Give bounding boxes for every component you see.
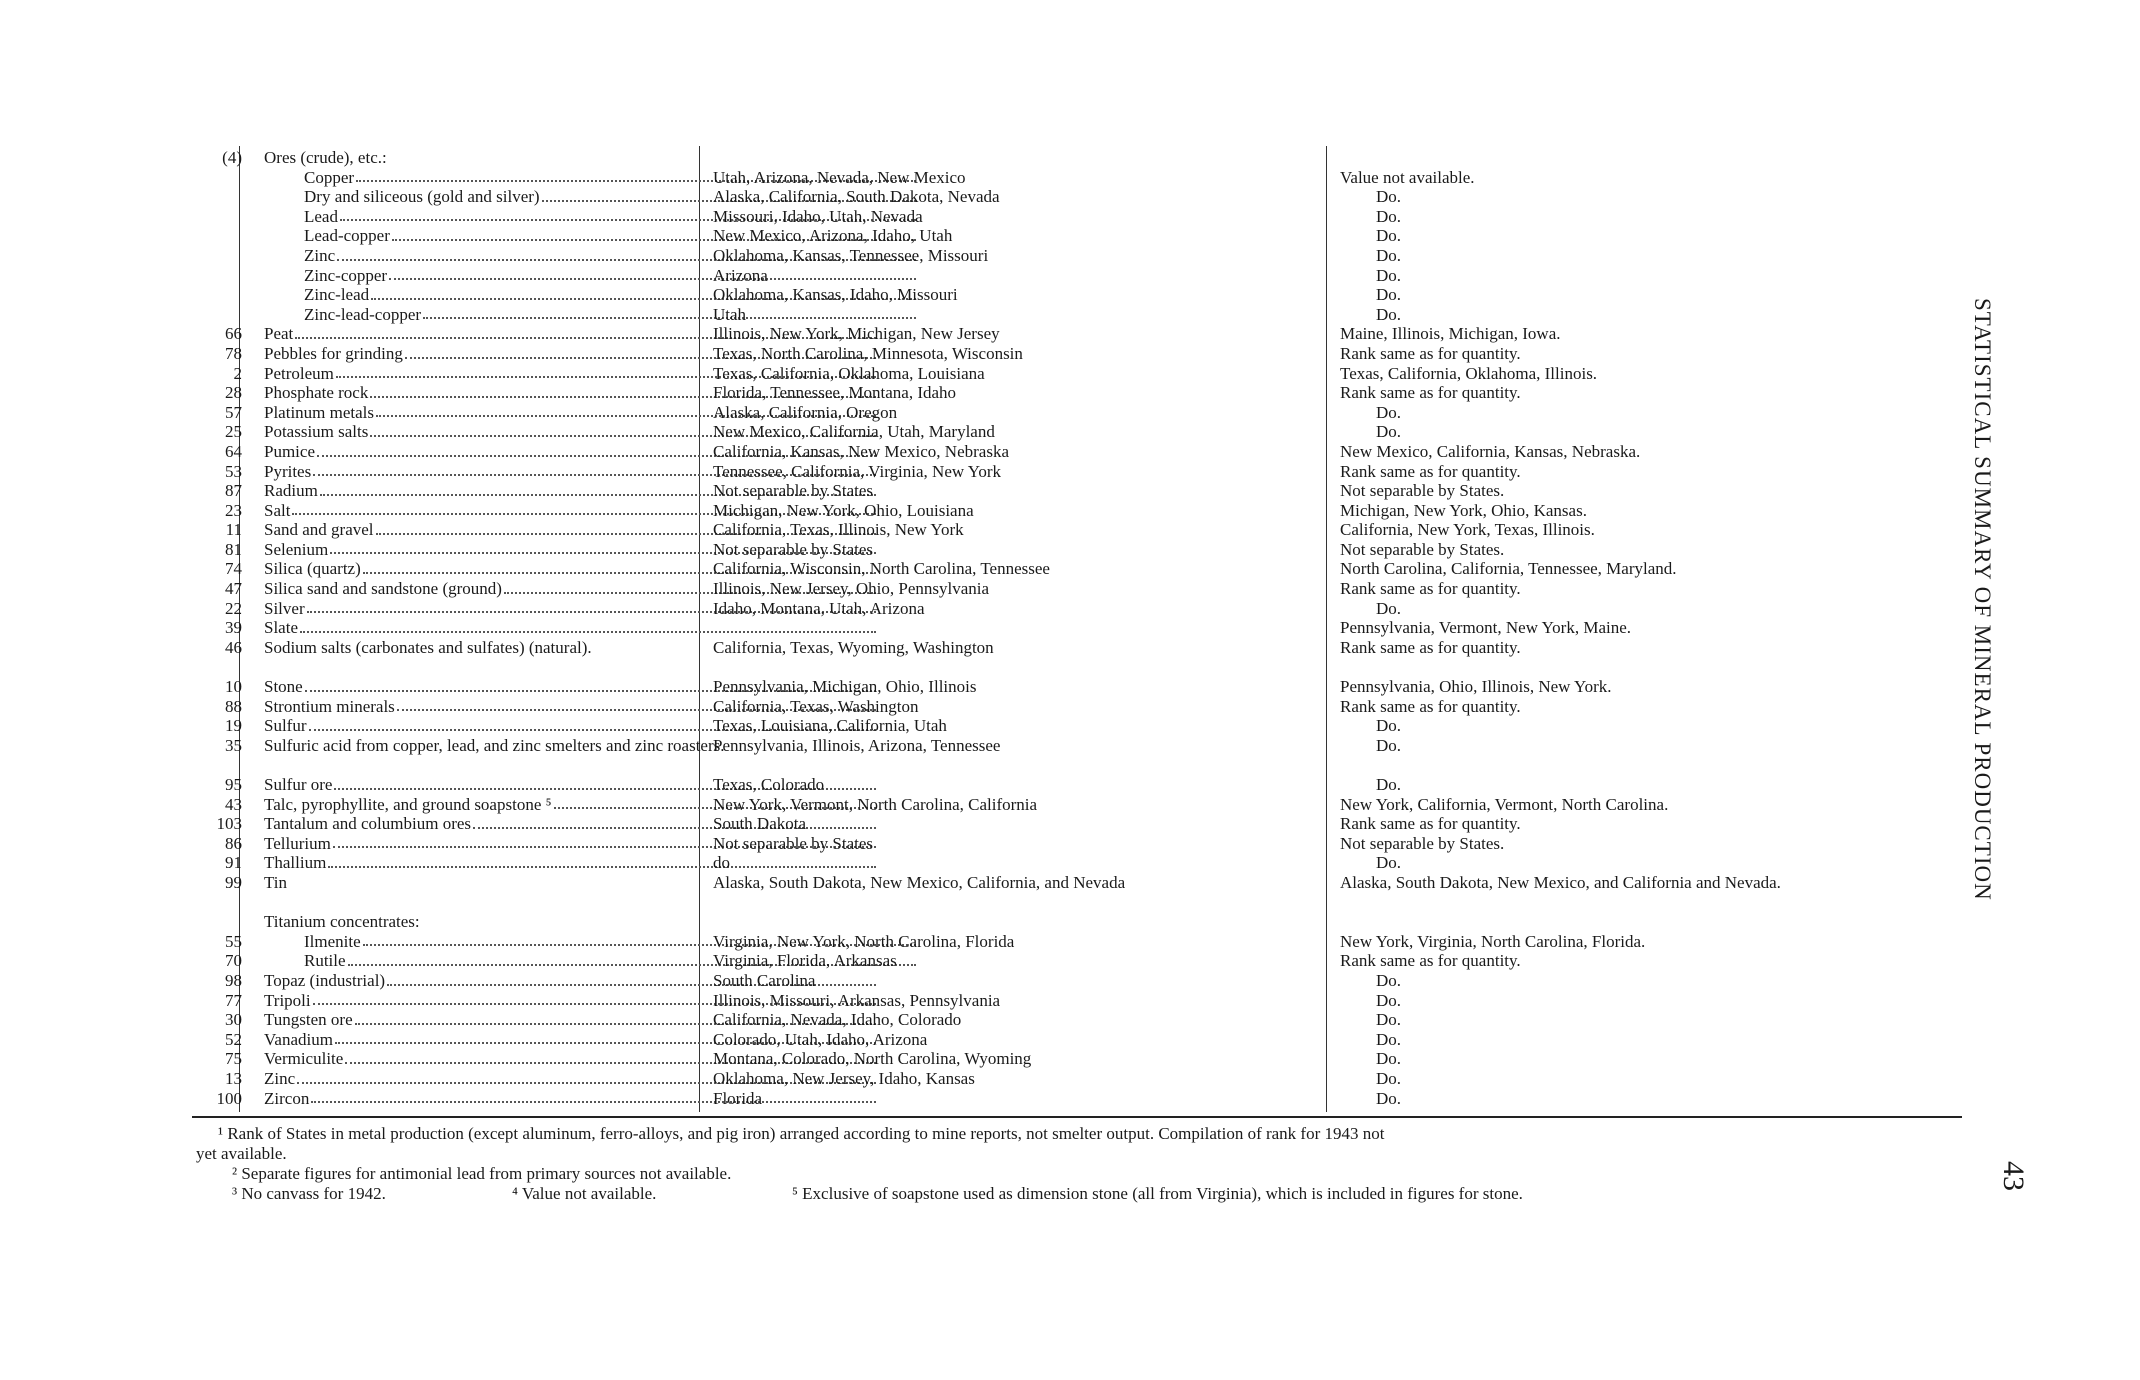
value-rank-cell: Alaska, South Dakota, New Mexico, and California and Nevada. xyxy=(1340,872,1781,892)
table-row xyxy=(192,599,1962,619)
table-row xyxy=(192,951,1962,971)
producing-states-cell: California, Wisconsin, North Carolina, Tennessee xyxy=(713,559,1050,579)
value-rank-cell: Rank same as for quantity. xyxy=(1340,951,1521,971)
value-rank-cell: Do. xyxy=(1376,304,1402,324)
producing-states-cell: Virginia, Florida, Arkansas xyxy=(713,951,897,971)
mineral-name: Talc, pyrophyllite, and ground soapstone ⁵ xyxy=(264,794,552,814)
value-rank-cell: Rank same as for quantity. xyxy=(1340,696,1521,716)
ores-group-header xyxy=(192,148,1962,168)
producing-states-cell: Idaho, Montana, Utah, Arizona xyxy=(713,598,925,618)
table-row xyxy=(192,932,1962,952)
value-rank-cell: Do. xyxy=(1376,1010,1402,1030)
mineral-name: Tellurium xyxy=(264,833,331,853)
producing-states-cell: do xyxy=(713,853,730,873)
producing-states-cell: California, Nevada, Idaho, Colorado xyxy=(713,1010,962,1030)
producing-states-cell: Utah xyxy=(713,304,747,324)
mineral-name: Platinum metals xyxy=(264,402,375,422)
value-rank-cell: Do. xyxy=(1376,598,1402,618)
table-row xyxy=(192,716,1962,736)
rank-cell: 52 xyxy=(225,1029,242,1049)
producing-states-cell: South Dakota xyxy=(713,814,807,834)
table-row xyxy=(192,853,1962,873)
leader-dots xyxy=(300,631,876,633)
mineral-name: Salt xyxy=(264,500,291,520)
table-row xyxy=(192,1069,1962,1089)
rank-cell: 75 xyxy=(225,1049,242,1069)
producing-states-cell: Not separable by States xyxy=(713,481,874,501)
producing-states-cell: Arizona xyxy=(713,265,768,285)
footnote-3: ³ No canvass for 1942. xyxy=(232,1184,386,1203)
value-rank-cell: California, New York, Texas, Illinois. xyxy=(1340,520,1595,540)
value-rank-cell: Do. xyxy=(1376,970,1402,990)
value-rank-cell: New York, California, Vermont, North Carolina. xyxy=(1340,794,1669,814)
table-row xyxy=(192,168,1962,188)
table-row xyxy=(192,697,1962,717)
titanium-group-header xyxy=(192,912,1962,932)
producing-states-cell: Texas, North Carolina, Minnesota, Wisconsin xyxy=(713,343,1023,363)
value-rank-cell: Do. xyxy=(1376,775,1402,794)
producing-states-cell: Not separable by States xyxy=(713,833,874,853)
rank-cell: 57 xyxy=(225,402,242,422)
producing-states-cell: Michigan, New York, Ohio, Louisiana xyxy=(713,500,974,520)
table-row xyxy=(192,638,1962,677)
rank-cell: (4) xyxy=(222,148,242,167)
table-row xyxy=(192,501,1962,521)
table-row xyxy=(192,540,1962,560)
producing-states-cell: Missouri, Idaho, Utah, Nevada xyxy=(713,206,923,226)
table-row xyxy=(192,873,1962,912)
table-row xyxy=(192,1089,1962,1109)
table-row xyxy=(192,187,1962,207)
value-rank-cell: Do. xyxy=(1376,402,1402,422)
producing-states-cell: Illinois, New Jersey, Ohio, Pennsylvania xyxy=(713,579,990,599)
rank-cell: 30 xyxy=(225,1010,242,1030)
value-rank-cell: Do. xyxy=(1376,853,1402,873)
table-row xyxy=(192,305,1962,325)
rank-cell: 35 xyxy=(225,735,242,755)
mineral-name: Potassium salts xyxy=(264,422,369,442)
rank-cell: 28 xyxy=(225,383,242,403)
rank-cell: 22 xyxy=(225,598,242,618)
table-row xyxy=(192,344,1962,364)
mineral-name: Pyrites xyxy=(264,461,312,481)
producing-states-cell: Pennsylvania, Illinois, Arizona, Tennessee xyxy=(713,735,1001,755)
mineral-name: Silica (quartz) xyxy=(264,559,361,579)
producing-states-cell: California, Texas, Wyoming, Washington xyxy=(713,637,994,657)
rank-cell: 81 xyxy=(225,539,242,559)
producing-states-cell: South Carolina xyxy=(713,970,816,990)
rank-cell: 103 xyxy=(216,814,242,834)
mineral-name: Tin xyxy=(264,872,288,892)
value-rank-cell: North Carolina, California, Tennessee, Maryland. xyxy=(1340,559,1677,579)
rank-cell: 13 xyxy=(225,1068,242,1088)
mineral-name: Vermiculite xyxy=(264,1049,344,1069)
table-row xyxy=(192,677,1962,697)
mineral-name: Rutile xyxy=(304,951,346,971)
mineral-cell xyxy=(264,618,878,638)
table-row xyxy=(192,364,1962,384)
rank-cell: 43 xyxy=(225,794,242,814)
table-row xyxy=(192,775,1962,795)
rank-cell: 19 xyxy=(225,716,242,736)
mineral-name: Sand and gravel xyxy=(264,520,374,540)
table-row xyxy=(192,814,1962,834)
producing-states-cell: Oklahoma, Kansas, Tennessee, Missouri xyxy=(713,245,989,265)
mineral-name: Petroleum xyxy=(264,363,334,383)
mineral-name: Ilmenite xyxy=(304,931,361,951)
rank-cell: 87 xyxy=(225,481,242,501)
table-row xyxy=(192,422,1962,442)
mineral-name: Radium xyxy=(264,481,318,501)
value-rank-cell: Pennsylvania, Ohio, Illinois, New York. xyxy=(1340,677,1612,697)
table-row xyxy=(192,579,1962,599)
value-rank-cell: Do. xyxy=(1376,716,1402,736)
table-row xyxy=(192,1030,1962,1050)
value-rank-cell: Rank same as for quantity. xyxy=(1340,579,1521,599)
value-rank-cell: Do. xyxy=(1376,1049,1402,1069)
value-rank-cell: Rank same as for quantity. xyxy=(1340,637,1521,657)
rank-cell: 55 xyxy=(225,931,242,951)
table-row xyxy=(192,559,1962,579)
rank-cell: 86 xyxy=(225,833,242,853)
table-row xyxy=(192,481,1962,501)
value-rank-cell: Do. xyxy=(1376,990,1402,1010)
producing-states-cell: Illinois, New York, Michigan, New Jersey xyxy=(713,324,1000,344)
producing-states-cell: California, Kansas, New Mexico, Nebraska xyxy=(713,441,1009,461)
rank-cell: 74 xyxy=(225,559,242,579)
rank-cell: 66 xyxy=(225,324,242,344)
rank-cell: 100 xyxy=(216,1088,242,1108)
value-rank-cell: Not separable by States. xyxy=(1340,481,1505,501)
mineral-name: Copper xyxy=(304,167,355,187)
value-rank-cell: Do. xyxy=(1376,422,1402,442)
value-rank-cell: Not separable by States. xyxy=(1340,539,1505,559)
producing-states-cell: Montana, Colorado, North Carolina, Wyoming xyxy=(713,1049,1032,1069)
table-row xyxy=(192,1049,1962,1069)
value-rank-cell: New York, Virginia, North Carolina, Florida. xyxy=(1340,931,1646,951)
producing-states-cell: Oklahoma, New Jersey, Idaho, Kansas xyxy=(713,1068,975,1088)
producing-states-cell: Alaska, South Dakota, New Mexico, California, and Nevada xyxy=(713,872,1126,892)
table-row xyxy=(192,207,1962,227)
mineral-name: Sulfur ore xyxy=(264,775,333,794)
mineral-name: Peat xyxy=(264,324,294,344)
value-rank-cell: Do. xyxy=(1376,245,1402,265)
mineral-name: Tripoli xyxy=(264,990,311,1010)
rank-cell: 98 xyxy=(225,970,242,990)
mineral-name: Slate xyxy=(264,618,298,638)
value-rank-cell: Pennsylvania, Vermont, New York, Maine. xyxy=(1340,618,1632,638)
table-row xyxy=(192,736,1962,775)
value-rank-cell: Rank same as for quantity. xyxy=(1340,343,1521,363)
producing-states-cell: New Mexico, California, Utah, Maryland xyxy=(713,422,995,442)
value-rank-cell: Not separable by States. xyxy=(1340,833,1505,853)
footnote-2: ² Separate figures for antimonial lead from primary sources not available. xyxy=(232,1164,732,1183)
table-row xyxy=(192,795,1962,815)
mineral-name: Zircon xyxy=(264,1088,310,1108)
running-header-text: STATISTICAL SUMMARY OF MINERAL PRODUCTION xyxy=(1970,298,1995,901)
group-label: Titanium concentrates: xyxy=(264,912,420,932)
mineral-name: Topaz (industrial) xyxy=(264,970,386,990)
mineral-name: Thallium xyxy=(264,853,327,873)
rank-cell: 10 xyxy=(225,677,242,697)
producing-states-cell: Texas, Louisiana, California, Utah xyxy=(713,716,947,736)
value-rank-cell: New Mexico, California, Kansas, Nebraska. xyxy=(1340,441,1641,461)
table-row xyxy=(192,991,1962,1011)
mineral-name: Sulfuric acid from copper, lead, and zinc smelters and zinc roasters. xyxy=(264,735,725,755)
producing-states-cell: Texas, California, Oklahoma, Louisiana xyxy=(713,363,985,383)
mineral-name: Silica sand and sandstone (ground) xyxy=(264,579,502,599)
footnote-5: ⁵ Exclusive of soapstone used as dimension stone (all from Virginia), which is included in figures for stone. xyxy=(792,1184,1523,1203)
producing-states-cell: New York, Vermont, North Carolina, California xyxy=(713,794,1038,814)
rank-cell: 53 xyxy=(225,461,242,481)
rank-cell: 91 xyxy=(225,853,242,873)
mineral-name: Dry and siliceous (gold and silver) xyxy=(304,187,540,207)
group-label: Ores (crude), etc.: xyxy=(264,148,387,167)
rank-cell: 78 xyxy=(225,343,242,363)
rank-cell: 99 xyxy=(225,872,242,892)
producing-states-cell: Colorado, Utah, Idaho, Arizona xyxy=(713,1029,928,1049)
rank-cell: 88 xyxy=(225,696,242,716)
value-rank-cell: Maine, Illinois, Michigan, Iowa. xyxy=(1340,324,1561,344)
mineral-name: Sulfur xyxy=(264,716,307,736)
mineral-name: Vanadium xyxy=(264,1029,333,1049)
footnote-1: ¹ Rank of States in metal production (except aluminum, ferro-alloys, and pig iron) arranged according to mine reports, not smelter output. Compilation of rank for 1943 not xyxy=(218,1124,1385,1143)
producing-states-cell: California, Texas, Illinois, New York xyxy=(713,520,964,540)
mineral-name: Tantalum and columbium ores xyxy=(264,814,472,834)
mineral-name: Lead xyxy=(304,206,338,226)
value-rank-cell: Do. xyxy=(1376,206,1402,226)
producing-states-cell: Florida xyxy=(713,1088,763,1108)
table-row xyxy=(192,971,1962,991)
table-row xyxy=(192,246,1962,266)
rank-cell: 25 xyxy=(225,422,242,442)
mineral-name: Zinc xyxy=(264,1068,296,1088)
table-row xyxy=(192,462,1962,482)
table-row xyxy=(192,285,1962,305)
table-row xyxy=(192,520,1962,540)
rank-cell: 2 xyxy=(233,363,242,383)
rank-cell: 46 xyxy=(225,637,242,657)
mineral-name: Selenium xyxy=(264,539,329,559)
value-rank-cell: Do. xyxy=(1376,285,1402,305)
value-rank-cell: Rank same as for quantity. xyxy=(1340,461,1521,481)
value-rank-cell: Value not available. xyxy=(1340,167,1475,187)
table-row xyxy=(192,442,1962,462)
footnote-4: ⁴ Value not available. xyxy=(512,1184,657,1203)
mineral-name: Zinc-lead xyxy=(304,285,370,305)
producing-states-cell: Utah, Arizona, Nevada, New Mexico xyxy=(713,167,966,187)
rank-cell: 70 xyxy=(225,951,242,971)
producing-states-cell: New Mexico, Arizona, Idaho, Utah xyxy=(713,226,953,246)
mineral-name: Tungsten ore xyxy=(264,1010,353,1030)
value-rank-cell: Rank same as for quantity. xyxy=(1340,814,1521,834)
rank-cell: 64 xyxy=(225,441,242,461)
rank-cell: 39 xyxy=(225,618,242,638)
rank-cell: 77 xyxy=(225,990,242,1010)
value-rank-cell: Do. xyxy=(1376,1029,1402,1049)
value-rank-cell: Do. xyxy=(1376,1068,1402,1088)
value-rank-cell: Do. xyxy=(1376,226,1402,246)
mineral-name: Zinc-lead-copper xyxy=(304,304,422,324)
mineral-name: Sodium salts (carbonates and sulfates) (natural). xyxy=(264,637,592,657)
producing-states-cell: Florida, Tennessee, Montana, Idaho xyxy=(713,383,957,403)
producing-states-cell: Illinois, Missouri, Arkansas, Pennsylvania xyxy=(713,990,1001,1010)
mineral-name: Pebbles for grinding xyxy=(264,343,403,363)
table-row xyxy=(192,324,1962,344)
value-rank-cell: Michigan, New York, Ohio, Kansas. xyxy=(1340,500,1587,520)
page-number: 43 xyxy=(1997,1161,2030,1191)
table-row xyxy=(192,1010,1962,1030)
rank-cell: 95 xyxy=(225,775,242,794)
value-rank-cell: Texas, California, Oklahoma, Illinois. xyxy=(1340,363,1598,383)
value-rank-cell: Do. xyxy=(1376,187,1402,207)
mineral-name: Pumice xyxy=(264,441,315,461)
rank-cell: 11 xyxy=(225,520,242,540)
table-row xyxy=(192,618,1962,638)
table-row xyxy=(192,226,1962,246)
value-rank-cell: Do. xyxy=(1376,735,1402,755)
footnote-rule xyxy=(192,1116,1962,1118)
table-row xyxy=(192,383,1962,403)
running-header xyxy=(1962,298,2002,1058)
mineral-rank-table xyxy=(192,148,1962,1108)
mineral-name: Lead-copper xyxy=(304,226,390,246)
mineral-name: Phosphate rock xyxy=(264,383,369,403)
rank-cell: 47 xyxy=(225,579,242,599)
producing-states-cell: Oklahoma, Kansas, Idaho, Missouri xyxy=(713,285,958,305)
producing-states-cell: California, Texas, Washington xyxy=(713,696,919,716)
producing-states-cell: Not separable by States xyxy=(713,539,874,559)
mineral-name: Stone xyxy=(264,677,303,697)
table-row xyxy=(192,834,1962,854)
producing-states-cell: Virginia, New York, North Carolina, Florida xyxy=(713,931,1015,951)
producing-states-cell: Pennsylvania, Michigan, Ohio, Illinois xyxy=(713,677,977,697)
table-row xyxy=(192,266,1962,286)
rank-cell: 23 xyxy=(225,500,242,520)
mineral-name: Strontium minerals xyxy=(264,696,395,716)
table-row xyxy=(192,403,1962,423)
producing-states-cell: Alaska, California, South Dakota, Nevada xyxy=(713,187,1000,207)
mineral-name: Zinc-copper xyxy=(304,265,388,285)
producing-states-cell: Alaska, California, Oregon xyxy=(713,402,898,422)
value-rank-cell: Rank same as for quantity. xyxy=(1340,383,1521,403)
producing-states-cell: Tennessee, California, Virginia, New York xyxy=(713,461,1002,481)
producing-states-cell: Texas, Colorado xyxy=(713,775,825,794)
mineral-name: Silver xyxy=(264,598,305,618)
value-rank-cell: Do. xyxy=(1376,1088,1402,1108)
mineral-name: Zinc xyxy=(304,245,336,265)
footnote-1-cont: yet available. xyxy=(196,1144,287,1163)
value-rank-cell: Do. xyxy=(1376,265,1402,285)
